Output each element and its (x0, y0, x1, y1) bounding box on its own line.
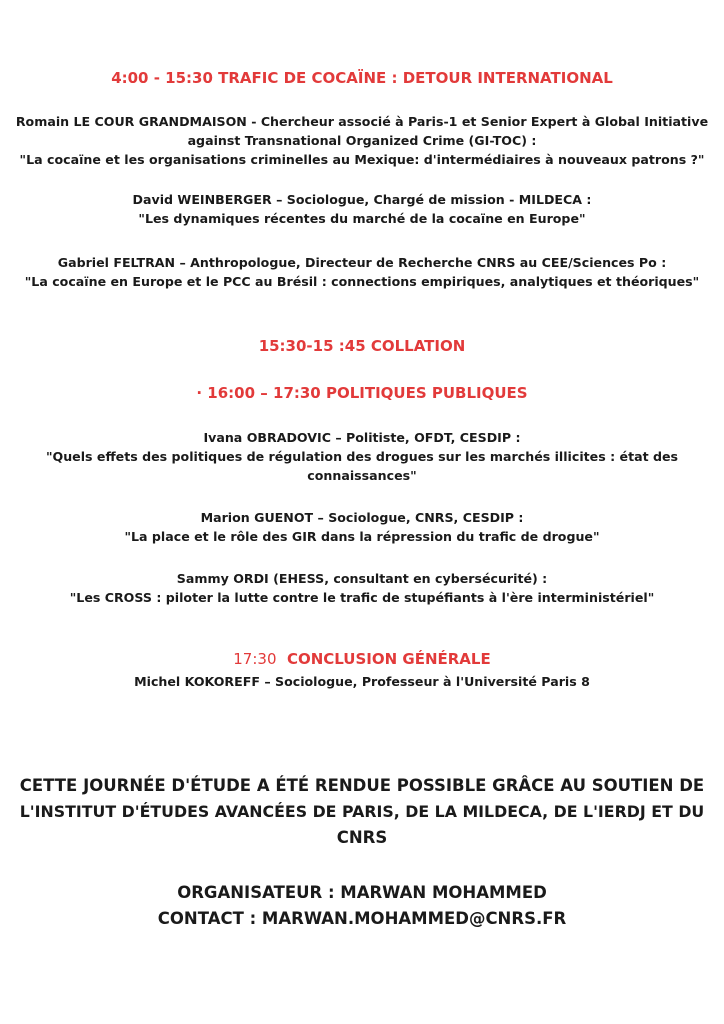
session1-heading: 4:00 - 15:30 TRAFIC DE COCAÏNE : DETOUR INTERNATIONAL (111, 69, 613, 87)
talk-guenot (0, 508, 724, 546)
talk-feltran (0, 253, 724, 291)
talk-title: "La cocaïne et les organisations criminelles au Mexique: d'intermédiaires à nouveaux patrons ?" (19, 152, 705, 167)
talk-ordi (0, 569, 724, 607)
talk-speaker: Gabriel FELTRAN – Anthropologue, Directeur de Recherche CNRS au CEE/Sciences Po : (57, 255, 667, 270)
break-heading: 15:30-15 :45 COLLATION (258, 337, 466, 355)
organizer-block (0, 880, 724, 932)
organizer: ORGANISATEUR : MARWAN MOHAMMED (177, 883, 547, 902)
talk-speaker: Ivana OBRADOVIC – Politiste, OFDT, CESDIP : (203, 430, 521, 445)
talk-title: "Les CROSS : piloter la lutte contre le trafic de stupéfiants à l'ère interministériel" (69, 590, 655, 605)
talk-obradovic (0, 428, 724, 485)
conclusion-title: CONCLUSION GÉNÉRALE (286, 650, 491, 668)
support-line: CETTE JOURNÉE D'ÉTUDE A ÉTÉ RENDUE POSSIBLE GRÂCE AU SOUTIEN DE (19, 776, 705, 795)
support-line: CNRS (336, 828, 388, 847)
talk-title: "Quels effets des politiques de régulation des drogues sur les marchés illicites : état des connaissances" (45, 449, 679, 483)
talk-speaker: Sammy ORDI (EHESS, consultant en cybersécurité) : (176, 571, 548, 586)
talk-title: "Les dynamiques récentes du marché de la cocaïne en Europe" (138, 211, 586, 226)
conclusion-time: 17:30 (233, 650, 277, 668)
talk-title: "La cocaïne en Europe et le PCC au Brésil : connections empiriques, analytiques et théoriques" (24, 274, 700, 289)
talk-speaker: David WEINBERGER – Sociologue, Chargé de mission - MILDECA : (132, 192, 592, 207)
talk-le-cour-grandmaison (0, 112, 724, 169)
talk-speaker: Marion GUENOT – Sociologue, CNRS, CESDIP : (200, 510, 524, 525)
support-line: L'INSTITUT D'ÉTUDES AVANCÉES DE PARIS, DE LA MILDECA, DE L'IERDJ ET DU (19, 802, 705, 821)
talk-weinberger (0, 190, 724, 228)
conclusion-speaker: Michel KOKOREFF – Sociologue, Professeur à l'Université Paris 8 (134, 674, 590, 689)
talk-speaker-cont: against Transnational Organized Crime (GI-TOC) : (187, 133, 537, 148)
conclusion-heading (0, 650, 724, 668)
talk-speaker: Romain LE COUR GRANDMAISON - Chercheur associé à Paris-1 et Senior Expert à Global Initiative (15, 114, 709, 129)
support-statement (0, 773, 724, 851)
contact: CONTACT : MARWAN.MOHAMMED@CNRS.FR (157, 909, 567, 928)
talk-title: "La place et le rôle des GIR dans la répression du trafic de drogue" (124, 529, 600, 544)
session2-heading: · 16:00 – 17:30 POLITIQUES PUBLIQUES (196, 384, 528, 402)
conclusion-speaker-block (0, 672, 724, 691)
